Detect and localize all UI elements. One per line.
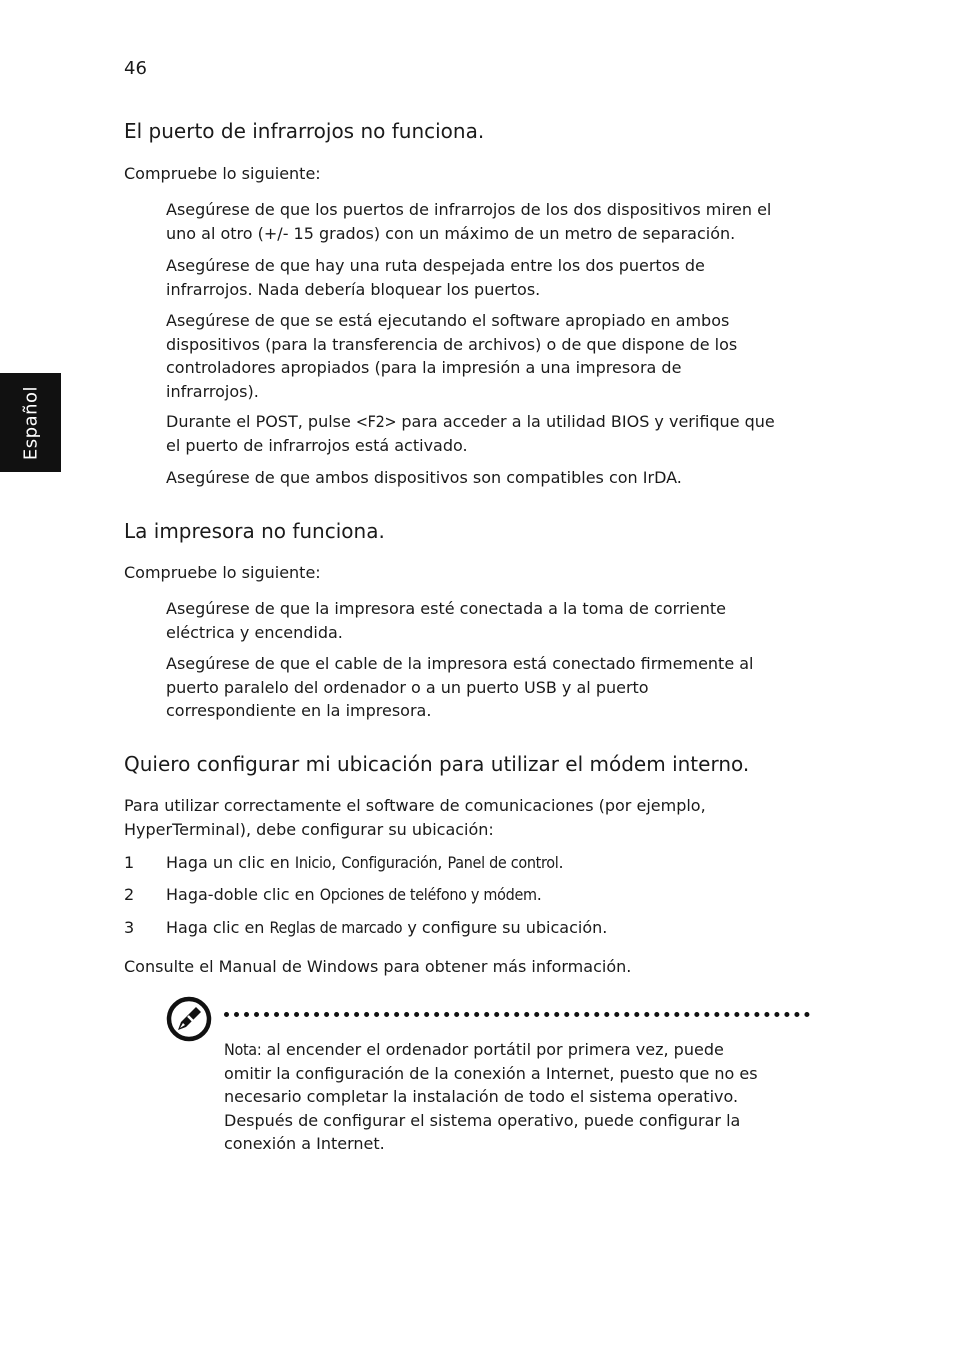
side-tab-label: Español (20, 385, 41, 460)
note-text: Nota: al encender el ordenador portátil por primera vez, puede omitir la configuración de la conexión a Internet, puesto que no es necesario completar la instalación de todo el sistema operativo. Después de configurar el sistema operativo, puede configurar la conexión a Internet. (224, 1040, 758, 1153)
infrared-item-4: Durante el POST, pulse <F2> para acceder a la utilidad BIOS y verifique que el puerto de infrarrojos está activado. (166, 412, 775, 455)
section-heading-printer: La impresora no funciona. (124, 519, 385, 543)
note-label: Nota: (224, 1040, 262, 1059)
section-heading-modem: Quiero configurar mi ubicación para utilizar el módem interno. (124, 752, 750, 776)
ui-term-reglas-de-marcado: Reglas de marcado (269, 918, 403, 937)
language-side-tab (0, 373, 61, 472)
section-intro-infrared: Compruebe lo siguiente: (124, 164, 321, 183)
section-heading-infrared: El puerto de infrarrojos no funciona. (124, 119, 485, 143)
note-dotted-rule (224, 1012, 810, 1017)
infrared-item-2: Asegúrese de que hay una ruta despejada entre los dos puertos de infrarrojos. Nada debería bloquear los puertos. (166, 256, 705, 299)
key-f2: <F2> (355, 412, 397, 431)
section-intro-printer: Compruebe lo siguiente: (124, 563, 321, 582)
step-number: 2 (124, 885, 135, 904)
printer-item-2: Asegúrese de que el cable de la impresora está conectado firmemente al puerto paralelo del ordenador o a un puerto USB y al puerto correspondiente en la impresora. (166, 654, 754, 720)
closing-text: Consulte el Manual de Windows para obtener más información. (124, 957, 632, 976)
infrared-item-1: Asegúrese de que los puertos de infrarrojos de los dos dispositivos miren el uno al otro (+/- 15 grados) con un máximo de un metro de separación. (166, 200, 772, 243)
infrared-item-3: Asegúrese de que se está ejecutando el software apropiado en ambos dispositivos (para la transferencia de archivos) o de que dispone de los controladores apropiados (para la impresión a una impresora de infrarrojos). (166, 311, 738, 401)
section-intro-modem: Para utilizar correctamente el software de comunicaciones (por ejemplo, HyperTerminal), debe configurar su ubicación: (124, 796, 706, 839)
infrared-item-5: Asegúrese de que ambos dispositivos son compatibles con IrDA. (166, 468, 682, 487)
step-number: 1 (124, 853, 135, 872)
step-text: Haga-doble clic en Opciones de teléfono y módem. (166, 885, 542, 904)
step-number: 3 (124, 918, 135, 937)
ui-term-opciones-telefono-modem: Opciones de teléfono y módem (319, 885, 537, 904)
ui-term-configuracion: Configuración (341, 853, 438, 872)
page-number: 46 (124, 58, 147, 79)
step-text: Haga clic en Reglas de marcado y configure su ubicación. (166, 918, 608, 937)
ui-term-inicio: Inicio (294, 853, 332, 872)
ui-term-panel-de-control: Panel de control (447, 853, 559, 872)
printer-item-1: Asegúrese de que la impresora esté conectada a la toma de corriente eléctrica y encendida. (166, 599, 726, 642)
note-pen-icon (166, 996, 212, 1042)
step-text: Haga un clic en Inicio, Configuración, Panel de control. (166, 853, 564, 872)
